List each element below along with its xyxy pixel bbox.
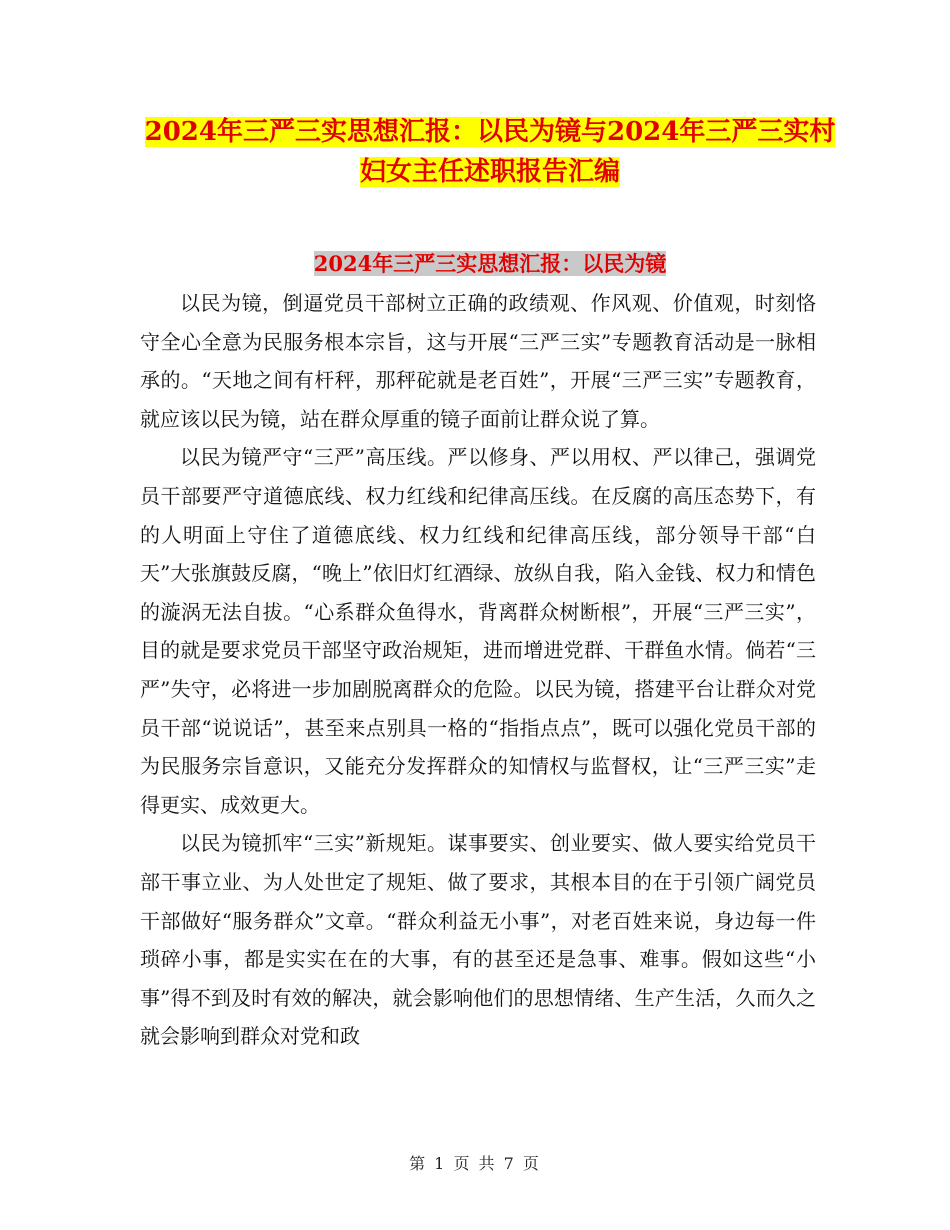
- document-body: [140, 284, 816, 1056]
- section-heading-text: 2024年三严三实思想汇报：以民为镜: [313, 251, 667, 276]
- page-footer: 第 1 页 共 7 页: [409, 1154, 541, 1173]
- section-heading: [140, 250, 840, 278]
- paragraph-1: 以民为镜，倒逼党员干部树立正确的政绩观、作风观、价值观，时刻恪守全心全意为民服务根本宗旨，这与开展“三严三实”专题教育活动是一脉相承的。“天地之间有杆秤，那秤砣就是老百姓”，开展“三严三实”专题教育，就应该以民为镜，站在群众厚重的镜子面前让群众说了算。: [140, 291, 816, 431]
- paragraph-2: 以民为镜严守“三严”高压线。严以修身、严以用权、严以律己，强调党员干部要严守道德底线、权力红线和纪律高压线。在反腐的高压态势下，有的人明面上守住了道德底线、权力红线和纪律高压线，部分领导干部“白天”大张旗鼓反腐，“晚上”依旧灯红酒绿、放纵自我，陷入金钱、权力和情色的漩涡无法自拔。“心系群众鱼得水，背离群众树断根”，开展“三严三实”，目的就是要求党员干部坚守政治规矩，进而增进党群、干群鱼水情。倘若“三严”失守，必将进一步加剧脱离群众的危险。以民为镜，搭建平台让群众对党员干部“说说话”，甚至来点别具一格的“指指点点”，既可以强化党员干部的为民服务宗旨意识，又能充分发挥群众的知情权与监督权，让“三严三实”走得更实、成效更大。: [140, 445, 816, 817]
- document-title-text: 2024年三严三实思想汇报：以民为镜与2024年三严三实村妇女主任述职报告汇编: [144, 117, 836, 187]
- document-title: [140, 112, 840, 192]
- paragraph-3: 以民为镜抓牢“三实”新规矩。谋事要实、创业要实、做人要实给党员干部干事立业、为人处世定了规矩、做了要求，其根本目的在于引领广阔党员干部做好“服务群众”文章。“群众利益无小事”，对老百姓来说，身边每一件琐碎小事，都是实实在在的大事，有的甚至还是急事、难事。假如这些“小事”得不到及时有效的解决，就会影响他们的思想情绪、生产生活，久而久之就会影响到群众对党和政: [140, 831, 816, 1049]
